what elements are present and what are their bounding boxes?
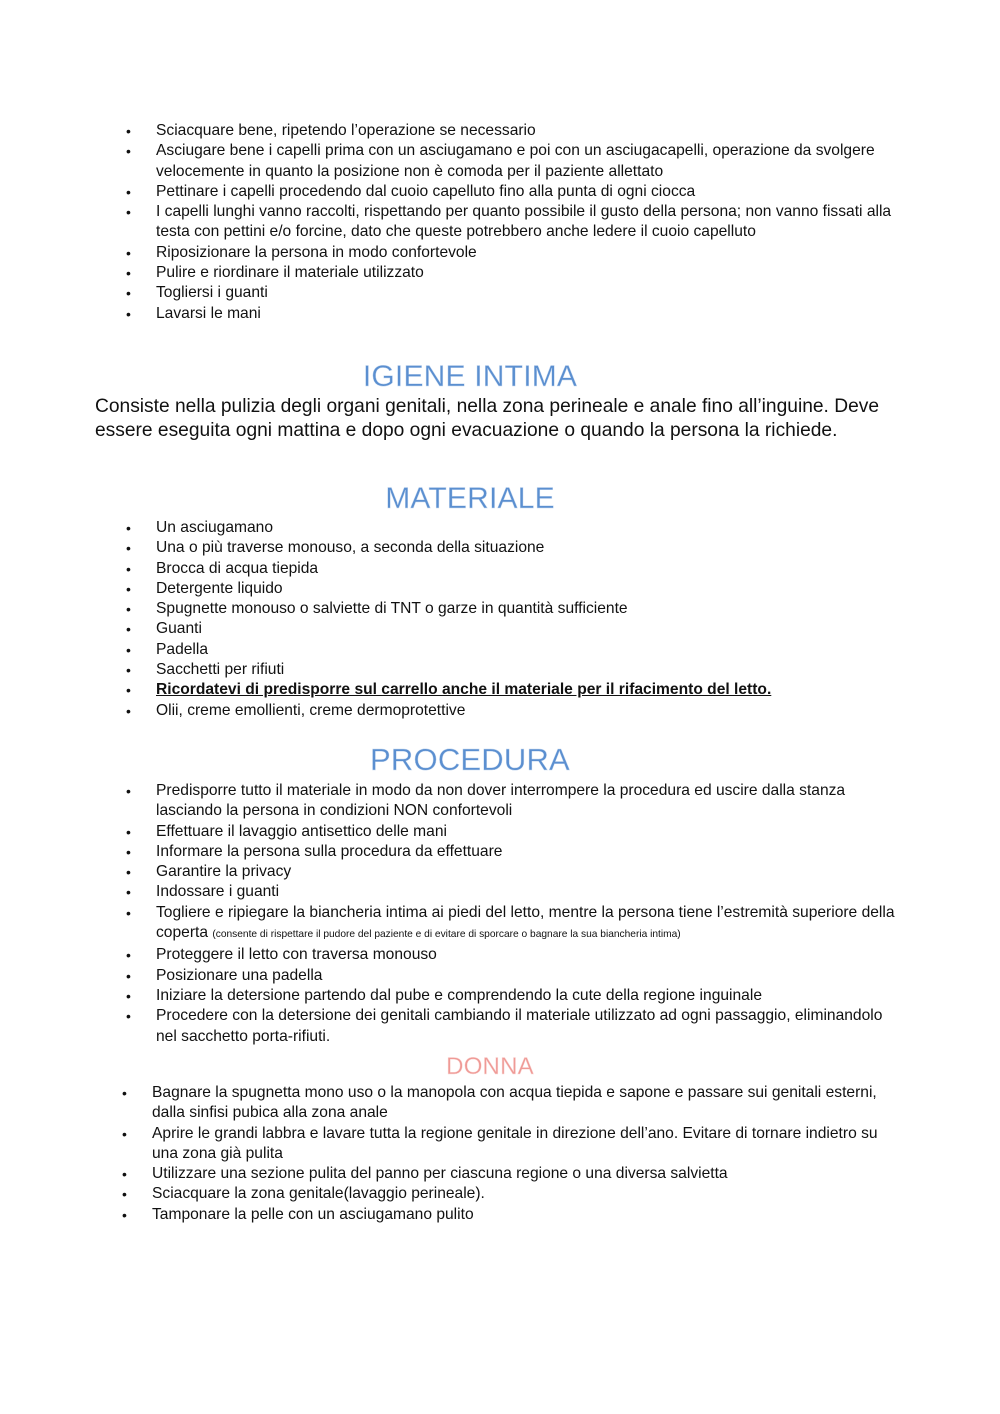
bullet-icon: • <box>126 843 131 860</box>
list-item: • Utilizzare una sezione pulita del panno per ciascuna regione o una diversa salvietta <box>152 1164 892 1184</box>
list-item: • Togliere e ripiegare la biancheria intima ai piedi del letto, mentre la persona tiene l’estremità superiore della coperta (consente di rispettare il pudore del paziente e di evitare di sporcare o bagnare la sua biancheria intima) <box>126 903 895 942</box>
bullet-icon: • <box>126 987 131 1004</box>
bullet-icon: • <box>126 143 131 160</box>
bullet-icon: • <box>126 621 131 638</box>
bullet-icon: • <box>126 204 131 221</box>
list-item: • Procedere con la detersione dei genitali cambiando il materiale utilizzato ad ogni passaggio, eliminandolo nel sacchetto porta-rifiuti. <box>126 1007 883 1045</box>
list-item: • Tamponare la pelle con un asciugamano pulito <box>152 1205 892 1225</box>
bullet-icon: • <box>126 580 131 597</box>
donna-list <box>122 1083 892 1225</box>
list-item: • Effettuare il lavaggio antisettico delle mani <box>156 822 901 842</box>
list-item: • Spugnette monouso o salviette di TNT o garze in quantità sufficiente <box>156 599 896 619</box>
list-item: • Iniziare la detersione partendo dal pube e comprendendo la cute della regione inguinale <box>156 986 901 1006</box>
bullet-icon: • <box>126 1008 131 1025</box>
bullet-icon: • <box>126 183 131 200</box>
bullet-icon: • <box>122 1206 127 1223</box>
materiale-list <box>126 518 896 721</box>
bullet-icon: • <box>122 1186 127 1203</box>
bullet-icon: • <box>126 823 131 840</box>
list-item: • Sciacquare la zona genitale(lavaggio perineale). <box>152 1184 892 1204</box>
list-item: • Proteggere il letto con traversa monouso <box>156 945 901 965</box>
igiene-intima-heading: IGIENE INTIMA <box>362 360 578 393</box>
list-item: • Bagnare la spugnetta mono uso o la manopola con acqua tiepida e sapone e passare sui genitali esterni, dalla sinfisi pubica alla zona anale <box>122 1084 877 1122</box>
bullet-icon: • <box>126 662 131 679</box>
list-item: • Riposizionare la persona in modo confortevole <box>156 243 896 263</box>
bullet-icon: • <box>126 305 131 322</box>
list-item: • Asciugare bene i capelli prima con un asciugamano e poi con un asciugacapelli, operazione da svolgere velocemente in quanto la posizione non è comoda per il paziente allettato <box>126 142 875 180</box>
list-item: • Indossare i guanti <box>156 882 901 902</box>
materiale-heading: MATERIALE <box>385 482 555 515</box>
bullet-icon: • <box>122 1125 127 1142</box>
list-item: • Pettinare i capelli procedendo dal cuoio capelluto fino alla punta di ogni ciocca <box>156 182 896 202</box>
bullet-icon: • <box>126 864 131 881</box>
list-item: • Pulire e riordinare il materiale utilizzato <box>156 263 896 283</box>
bullet-icon: • <box>122 1166 127 1183</box>
list-item: • Un asciugamano <box>156 518 896 538</box>
list-item: • Olii, creme emollienti, creme dermoprotettive <box>156 701 896 721</box>
hair-washing-steps-list <box>126 121 896 324</box>
list-item: • Detergente liquido <box>156 579 896 599</box>
list-item: • Togliersi i guanti <box>156 283 896 303</box>
bullet-icon: • <box>126 520 131 536</box>
procedura-list <box>126 781 901 1047</box>
list-item: • I capelli lunghi vanno raccolti, rispettando per quanto possibile il gusto della persona; non vanno fissati alla testa con pettini e/o forcine, dato che queste potrebbero anche ledere il cuoio capelluto <box>126 203 892 241</box>
list-item: • Informare la persona sulla procedura da effettuare <box>156 842 901 862</box>
list-item: • Predisporre tutto il materiale in modo da non dover interrompere la procedura ed uscire dalla stanza lasciando la persona in condizioni NON confortevoli <box>126 782 846 820</box>
list-item: • Padella <box>156 640 896 660</box>
list-item: • Lavarsi le mani <box>156 304 896 324</box>
bullet-icon: • <box>126 947 131 964</box>
donna-heading: DONNA <box>446 1053 534 1080</box>
bullet-icon: • <box>126 244 131 261</box>
bullet-icon: • <box>122 1085 127 1101</box>
bullet-icon: • <box>126 285 131 302</box>
bullet-icon: • <box>126 783 131 799</box>
list-item: • Una o più traverse monouso, a seconda della situazione <box>156 538 896 558</box>
bullet-icon: • <box>126 601 131 618</box>
bullet-icon: • <box>126 682 131 699</box>
list-item: • Garantire la privacy <box>156 862 901 882</box>
igiene-intima-intro: Consiste nella pulizia degli organi genitali, nella zona perineale e anale fino all’inguine. Deve essere eseguita ogni mattina e dopo ogni evacuazione o quando la persona la richiede. <box>95 396 880 441</box>
bullet-icon: • <box>126 540 131 557</box>
list-item: • Aprire le grandi labbra e lavare tutta la regione genitale in direzione dell’ano. Evitare di tornare indietro su una zona già pulita <box>122 1124 878 1162</box>
bullet-icon: • <box>126 904 131 921</box>
bullet-icon: • <box>126 560 131 577</box>
list-item: • Sacchetti per rifiuti <box>156 660 896 680</box>
bullet-icon: • <box>126 641 131 658</box>
list-item: • Guanti <box>156 619 896 639</box>
list-item: • Posizionare una padella <box>156 966 901 986</box>
bullet-icon: • <box>126 884 131 901</box>
list-item: • Brocca di acqua tiepida <box>156 559 896 579</box>
list-item: • Sciacquare bene, ripetendo l’operazione se necessario <box>156 121 896 141</box>
procedura-heading: PROCEDURA <box>370 742 570 777</box>
footnote-note: (consente di rispettare il pudore del paziente e di evitare di sporcare o bagnare la sua biancheria intima) <box>212 929 681 941</box>
bullet-icon: • <box>126 123 131 139</box>
list-item-highlight: • Ricordatevi di predisporre sul carrello anche il materiale per il rifacimento del letto. <box>156 680 896 700</box>
bullet-icon: • <box>126 265 131 282</box>
bullet-icon: • <box>126 702 131 719</box>
bullet-icon: • <box>126 967 131 984</box>
